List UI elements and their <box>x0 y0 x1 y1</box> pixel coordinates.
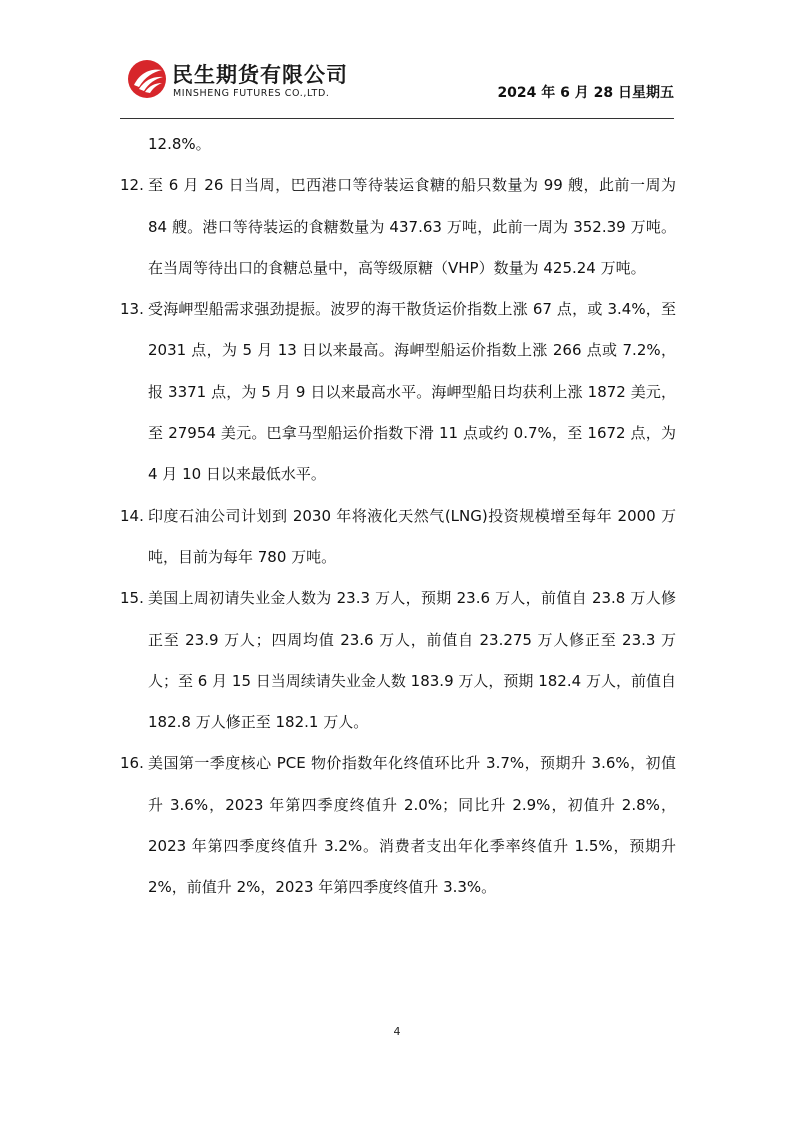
item-number: 12. <box>120 176 144 195</box>
document-body <box>120 124 676 909</box>
list-item <box>120 496 676 579</box>
logo-chinese-name: 民生期货有限公司 <box>172 63 348 87</box>
company-logo <box>126 58 366 102</box>
list-item <box>120 165 676 289</box>
logo-english-name: MINSHENG FUTURES CO.,LTD. <box>173 88 330 99</box>
page-header <box>120 50 674 120</box>
list-item <box>120 289 676 495</box>
item-text: 美国第一季度核心 PCE 物价指数年化终值环比升 3.7%，预期升 3.6%，初值升 3.6%，2023 年第四季度终值升 2.0%；同比升 2.9%，初值升 2.8%，2023 年第四季度终值升 3.2%。消费者支出年化季率终值升 1.5%，预期升 2%，前值升 2%，2023 年第四季度终值升 3.3%。 <box>148 754 676 897</box>
item-number: 16. <box>120 754 144 773</box>
continuation-text: 12.8%。 <box>148 135 211 153</box>
report-date: 2024 年 6 月 28 日星期五 <box>497 85 674 101</box>
minsheng-logo-icon <box>126 58 168 100</box>
page-number: 4 <box>393 1025 401 1038</box>
item-text: 至 6 月 26 日当周，巴西港口等待装运食糖的船只数量为 99 艘，此前一周为 84 艘。港口等待装运的食糖数量为 437.63 万吨，此前一周为 352.39 万吨。在当周等待出口的食糖总量中，高等级原糖（VHP）数量为 425.24 万吨。 <box>148 176 676 277</box>
item-number: 13. <box>120 300 144 319</box>
header-divider <box>120 118 674 119</box>
item-number: 14. <box>120 506 144 525</box>
list-item <box>120 578 676 743</box>
item-text: 受海岬型船需求强劲提振。波罗的海干散货运价指数上涨 67 点，或 3.4%，至 2031 点，为 5 月 13 日以来最高。海岬型船运价指数上涨 266 点或 7.2%，报 3371 点，为 5 月 9 日以来最高水平。海岬型船日均获利上涨 1872 美元，至 27954 美元。巴拿马型船运价指数下滑 11 点或约 0.7%，至 1672 点，为 4 月 10 日以来最低水平。 <box>148 300 676 484</box>
item-text: 印度石油公司计划到 2030 年将液化天然气(LNG)投资规模增至每年 2000 万吨，目前为每年 780 万吨。 <box>148 506 676 566</box>
list-item <box>120 743 676 908</box>
item-number: 15. <box>120 589 144 608</box>
item-text: 美国上周初请失业金人数为 23.3 万人，预期 23.6 万人，前值自 23.8 万人修正至 23.9 万人；四周均值 23.6 万人，前值自 23.275 万人修正至 23.3 万人；至 6 月 15 日当周续请失业金人数 183.9 万人，预期 182.4 万人，前值自 182.8 万人修正至 182.1 万人。 <box>148 589 676 732</box>
